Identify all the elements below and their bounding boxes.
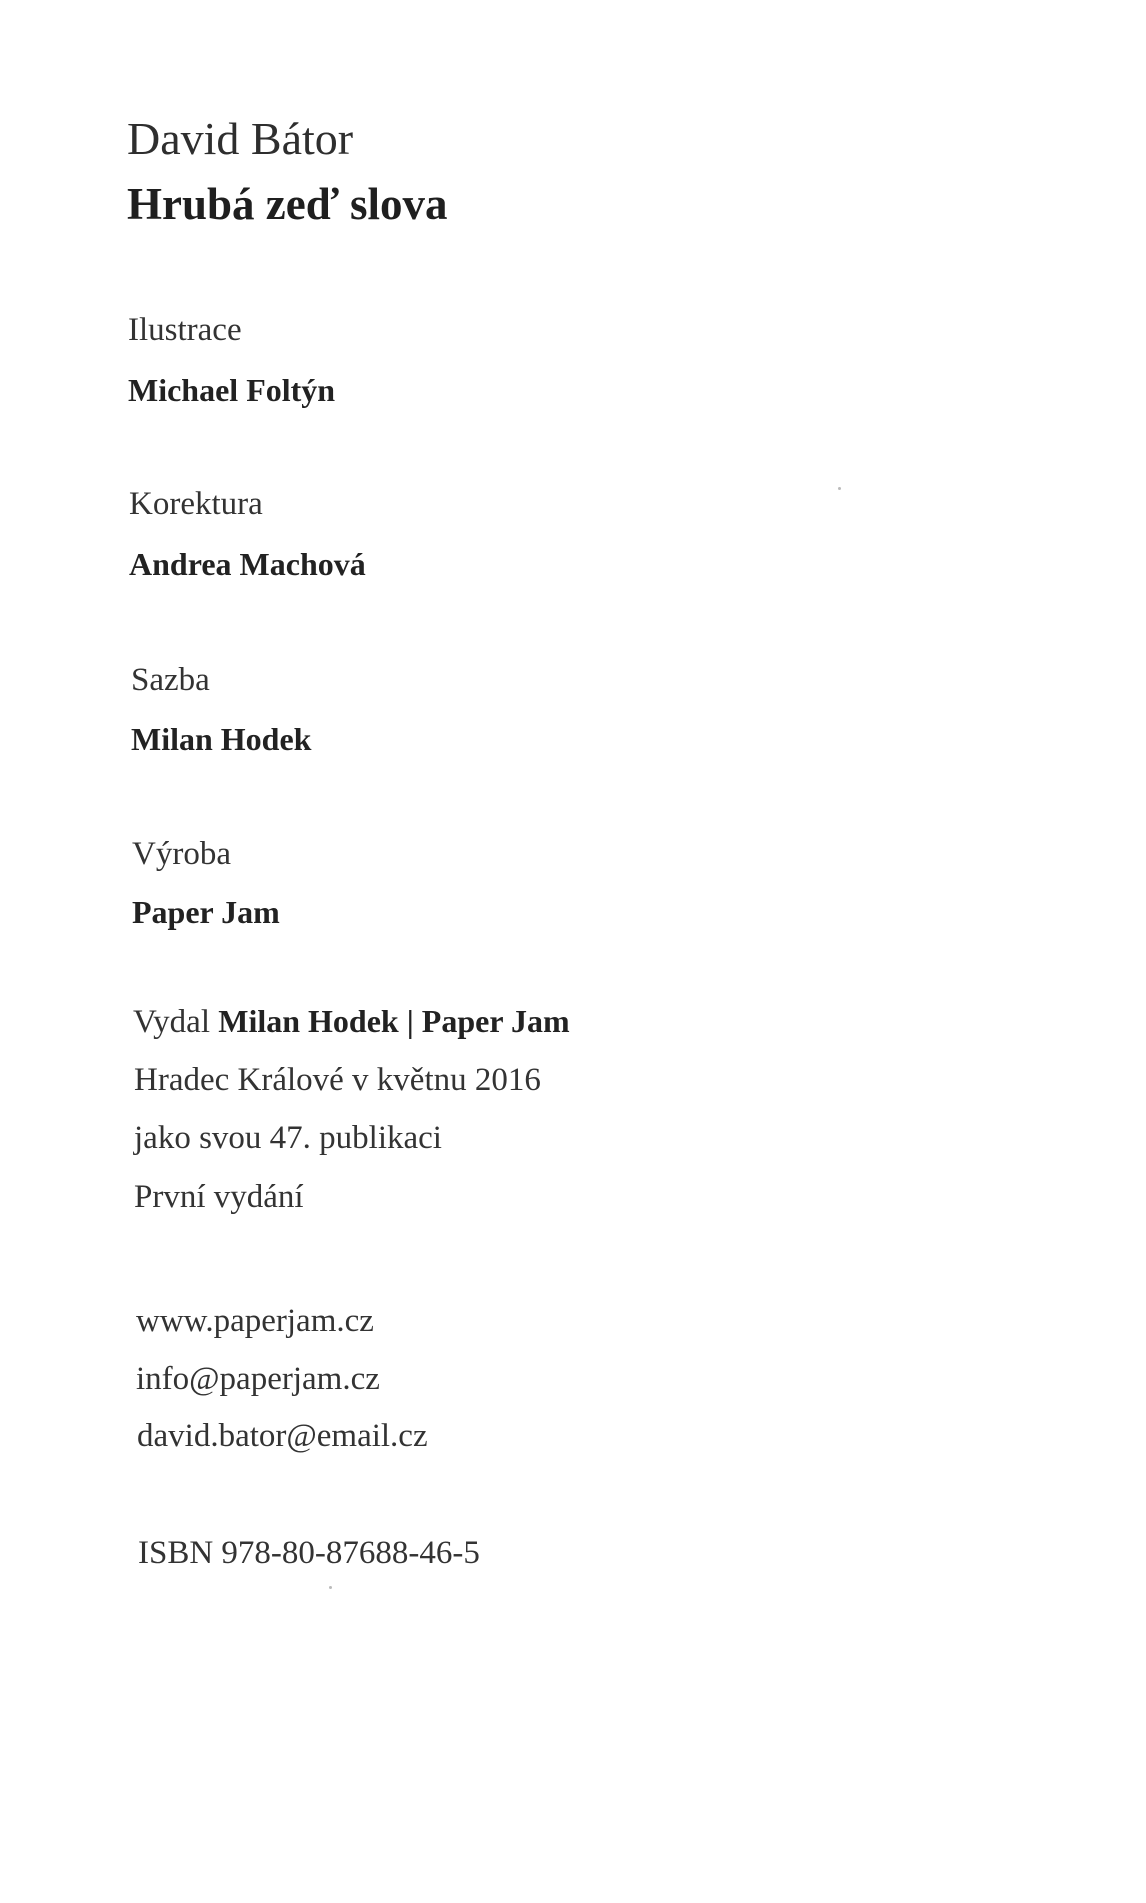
email-publisher: info@paperjam.cz — [136, 1361, 380, 1397]
publisher-name: Milan Hodek | Paper Jam — [218, 1003, 570, 1039]
published-by-label: Vydal — [133, 1004, 210, 1040]
author-name: David Bátor — [127, 113, 354, 164]
paper-speck — [838, 487, 841, 490]
publication-number: jako svou 47. publikaci — [134, 1120, 442, 1156]
credit-role-proofreading: Korektura — [129, 486, 263, 522]
place-date: Hradec Králové v květnu 2016 — [134, 1062, 541, 1098]
credit-name-typesetting: Milan Hodek — [131, 721, 312, 757]
edition: První vydání — [134, 1179, 304, 1215]
book-title: Hrubá zeď slova — [127, 179, 448, 229]
paper-speck — [329, 1586, 332, 1589]
credit-role-illustration: Ilustrace — [128, 312, 242, 348]
publisher-line — [133, 1005, 570, 1039]
credit-role-typesetting: Sazba — [131, 662, 210, 698]
email-author: david.bator@email.cz — [137, 1418, 428, 1454]
credit-name-production: Paper Jam — [132, 894, 280, 930]
isbn: ISBN 978-80-87688-46-5 — [138, 1535, 480, 1571]
credit-role-production: Výroba — [132, 836, 231, 872]
credit-name-proofreading: Andrea Machová — [129, 546, 366, 582]
credit-name-illustration: Michael Foltýn — [128, 372, 336, 408]
website: www.paperjam.cz — [136, 1303, 374, 1339]
